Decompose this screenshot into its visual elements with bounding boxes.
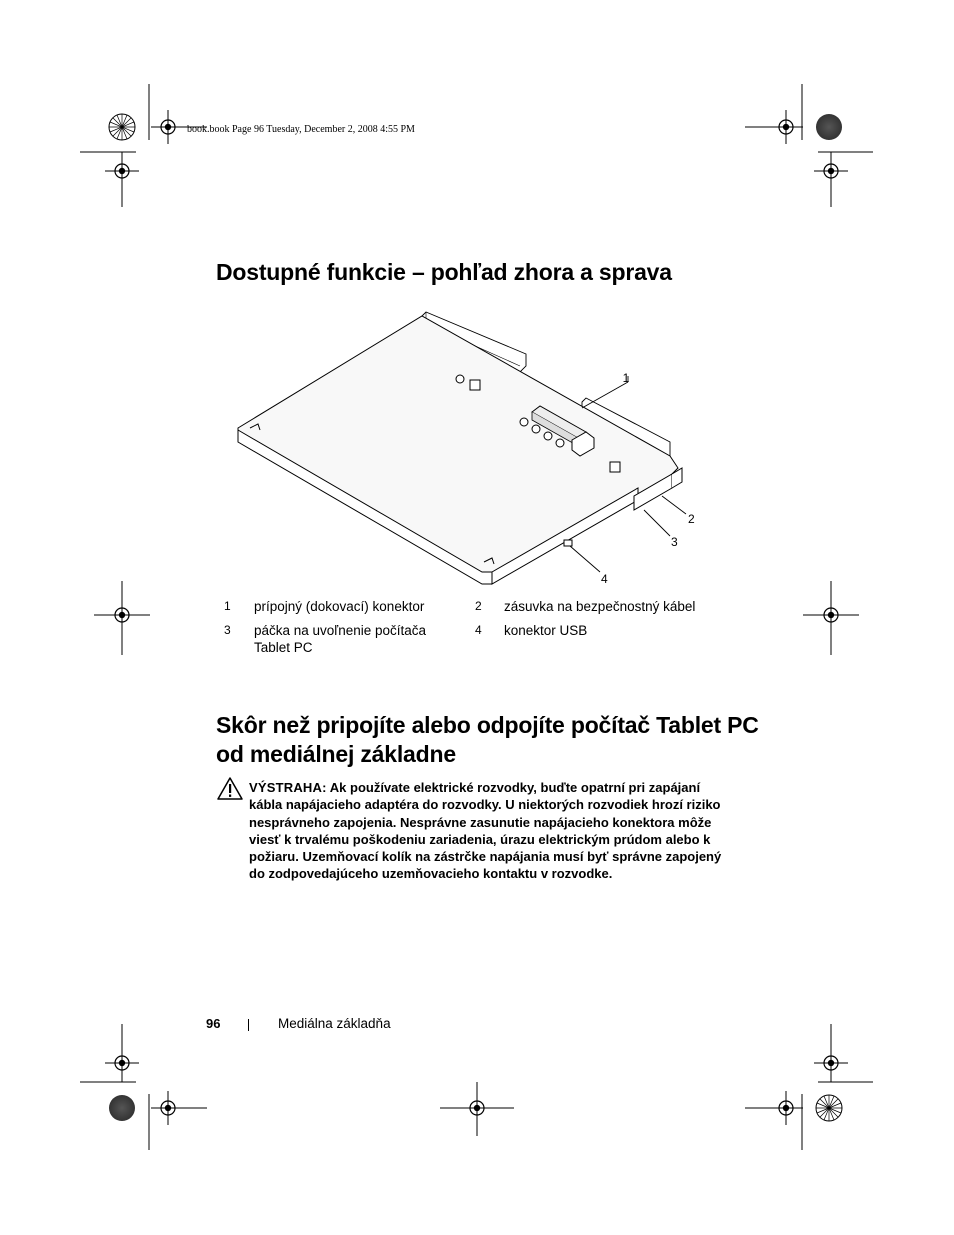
legend-text-4: konektor USB: [504, 623, 588, 638]
callout-4: 4: [601, 572, 608, 586]
legend-text-3: páčka na uvoľnenie počítača Tablet PC: [254, 623, 427, 655]
print-slug: book.book Page 96 Tuesday, December 2, 2008 4:55 PM: [187, 124, 415, 135]
legend-num-3: 3: [224, 623, 231, 637]
callout-1: 1: [622, 371, 630, 385]
media-base-illustration: [230, 310, 695, 610]
warning-text: Ak používate elektrické rozvodky, buďte opatrní pri zapájaní kábla napájacieho adaptéra do rozvodky. U niektorých rozvodiek hrozí riziko nesprávneho zapojenia. Nesprávne zasunutie napájacieho konektora môže viesť k trvalému poškodeniu zariadenia, úrazu elektrickým prúdom alebo k požiaru. Uzemňovací kolík na zástrčke napájania musí byť správne zapojený do zodpovedajúceho uzemňovacieho kontaktu v rozvodke.: [249, 780, 722, 882]
registration-mark-icon: [816, 114, 842, 140]
legend-num-4: 4: [475, 623, 482, 637]
page-number: 96: [206, 1016, 221, 1031]
registration-mark-icon: [109, 114, 135, 140]
legend-num-2: 2: [475, 599, 482, 613]
chapter-title: Mediálna základňa: [278, 1016, 391, 1031]
callout-2: 2: [688, 512, 695, 526]
section-title-features: Dostupné funkcie – pohľad zhora a sprava: [216, 259, 672, 285]
footer-divider: [248, 1019, 249, 1031]
legend-text-1: prípojný (dokovací) konektor: [254, 599, 425, 614]
legend-num-1: 1: [224, 599, 231, 613]
warning-block: [249, 779, 724, 883]
legend-text-2: zásuvka na bezpečnostný kábel: [504, 599, 696, 614]
warning-label: VÝSTRAHA:: [249, 780, 327, 795]
callout-3: 3: [671, 535, 678, 549]
section-title-before-connect: Skôr než pripojíte alebo odpojíte počítač Tablet PC od mediálnej základne: [216, 712, 759, 767]
warning-icon: [217, 776, 243, 800]
